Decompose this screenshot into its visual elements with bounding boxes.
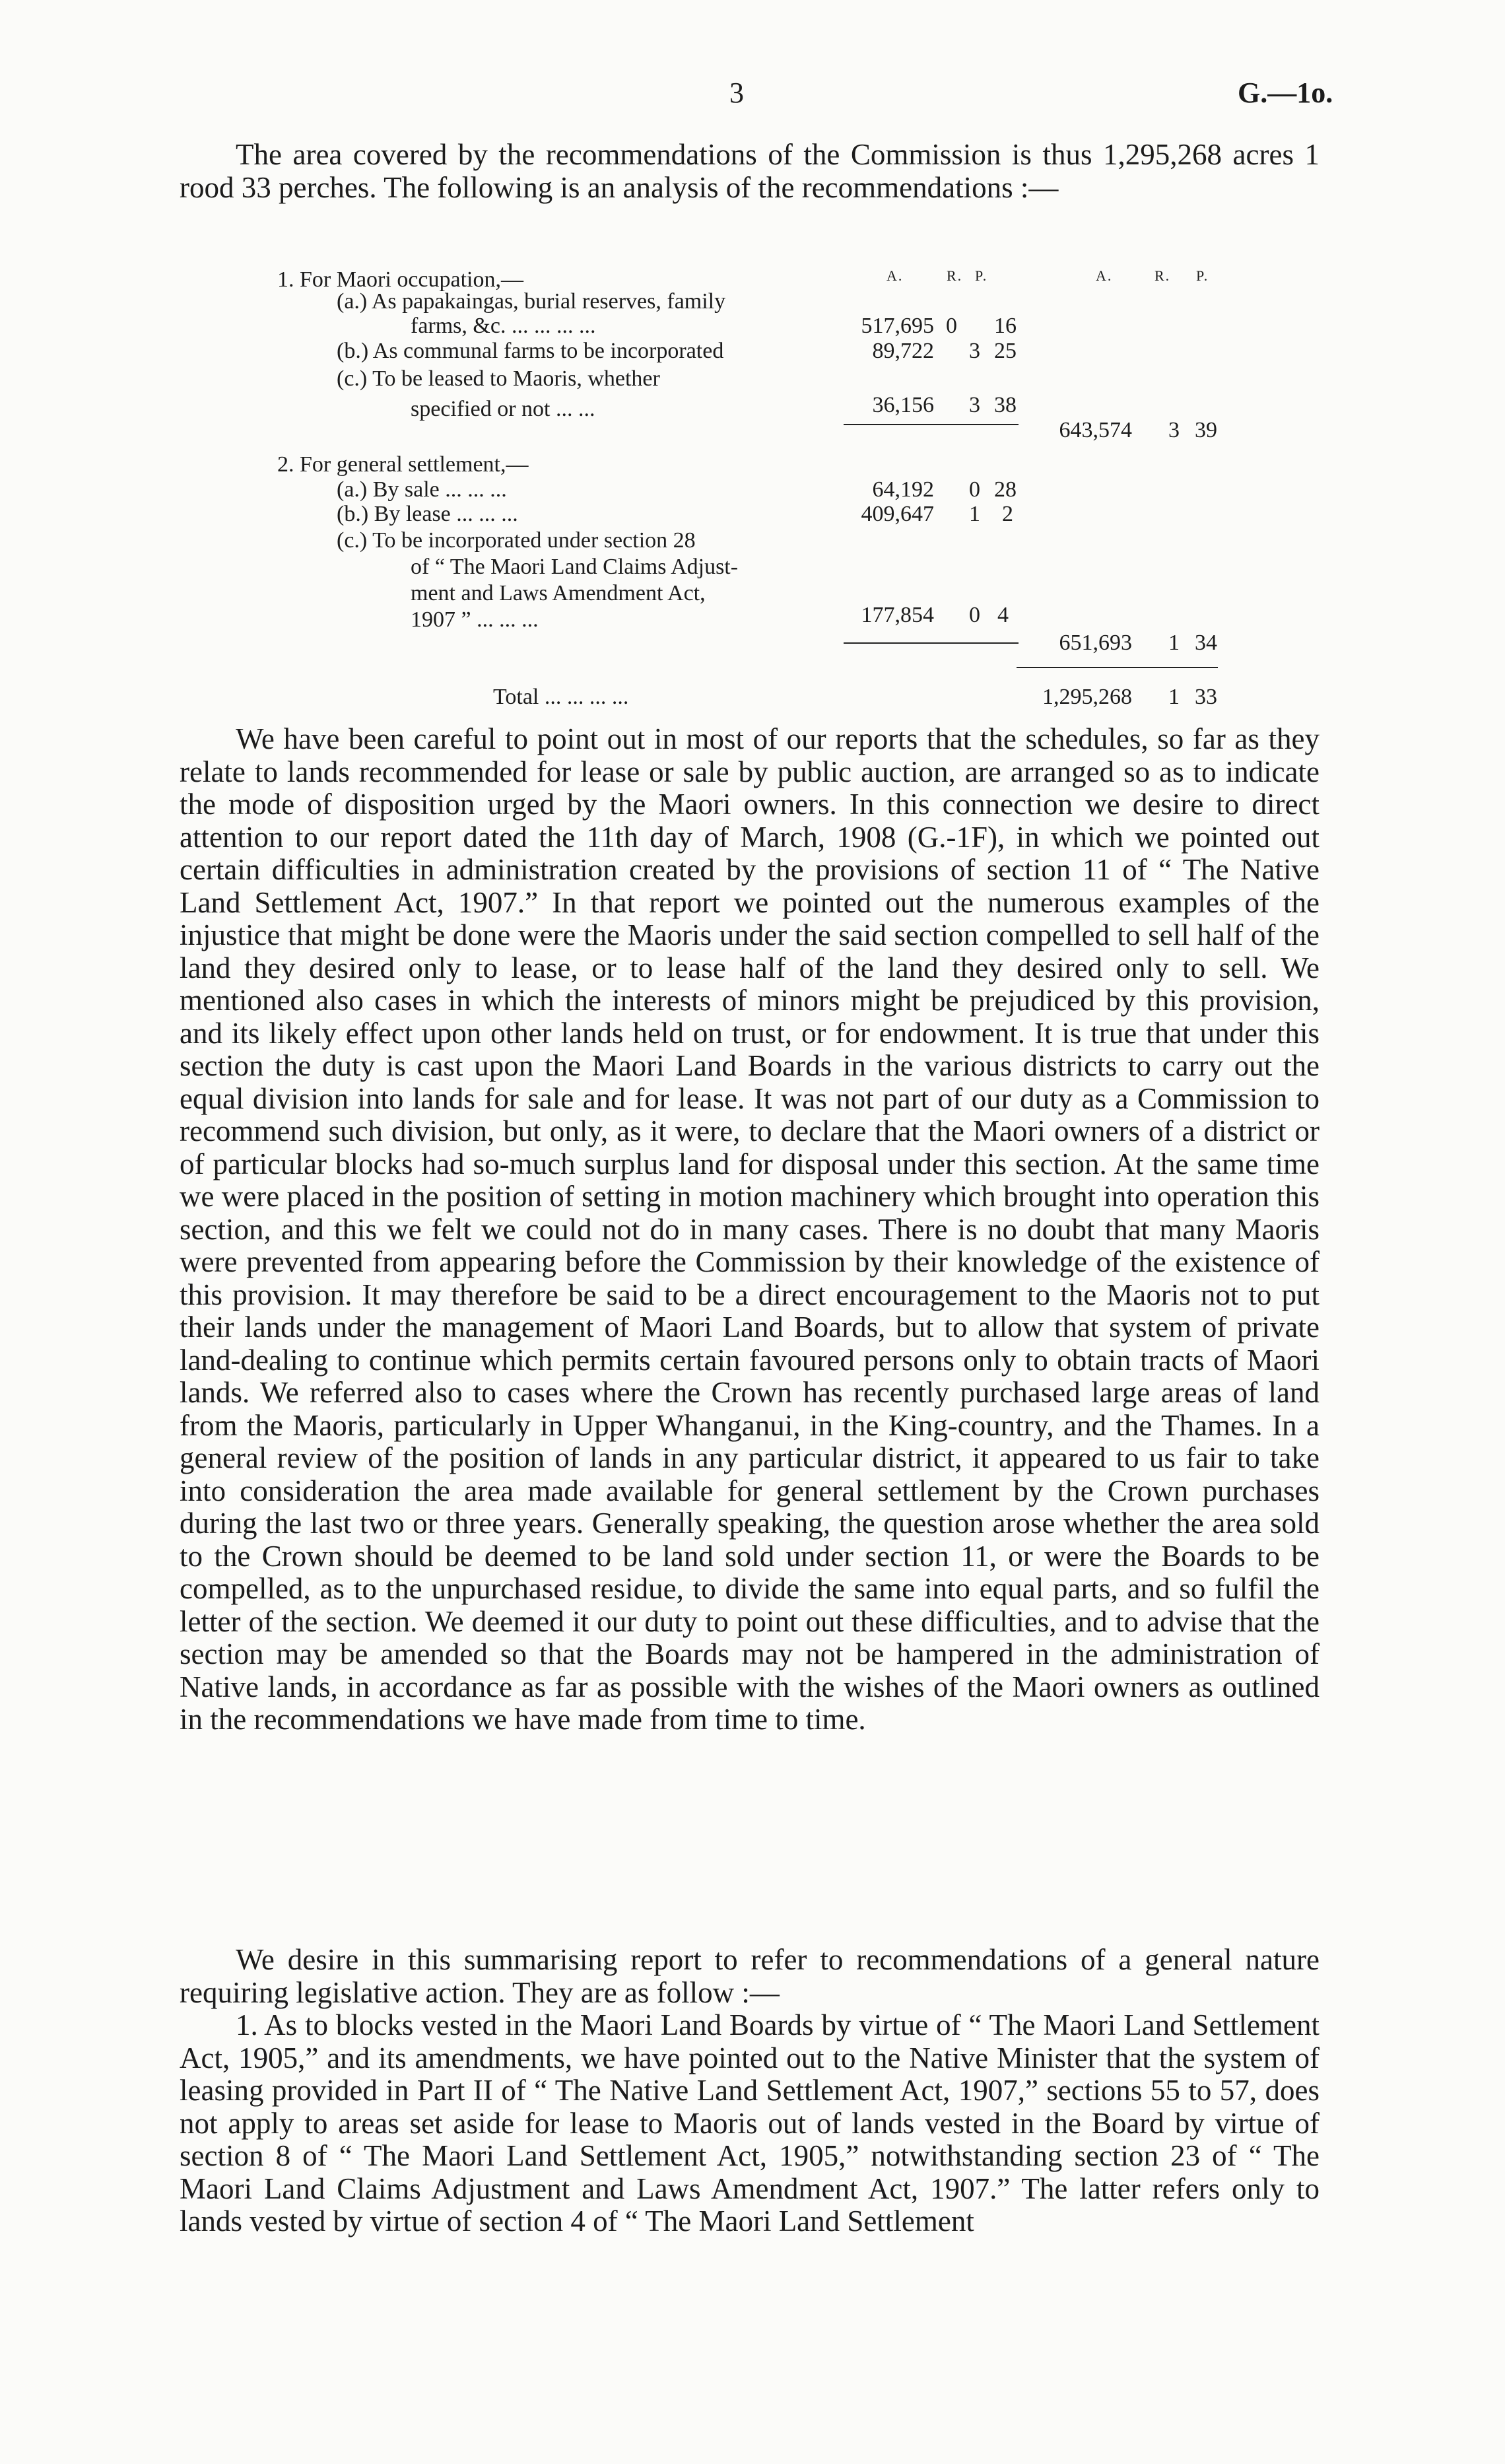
group1-a-acres: 517,695 (861, 314, 934, 338)
col-header-roods-total: R. (1154, 267, 1171, 284)
group1-c-line2: specified or not ... ... (411, 397, 595, 421)
body-paragraph-3: 1. As to blocks vested in the Maori Land Boards by virtue of “ The Maori Land Settlement Act, 1905,” and its amendments, we have pointed out to the Native Minister that the system of leasing provided in Part II of “ The Native Land Settlement Act, 1907,” sections 55 to 57, does not apply to areas set aside for lease to Maoris out of lands vested in the Board by virtue of section 8 of “ The Maori Land Settlement Act, 1905,” notwithstanding section 23 of “ The Maori Land Claims Adjustment and Laws Amendment Act, 1907.” The latter refers only to lands vested by virtue of section 4 of “ The Maori Land Settlement (180, 2008, 1320, 2238)
group1-subtotal-perches: 39 (1195, 418, 1217, 442)
body-paragraph-1: We have been careful to point out in most of our reports that the schedules, so far as they relate to lands recommended for lease or sale by public auction, are arranged so as to indicate the mode of disposition urged by the Maori owners. In this connection we desire to direct attention to our report dated the 11th day of March, 1908 (G.-1F), in which we pointed out certain difficulties in administration created by the provisions of section 11 of “ The Native Land Settlement Act, 1907.” In that report we pointed out the numerous examples of the injustice that might be done were the Maoris under the said section compelled to sell half of the land they desired only to lease, or to lease half of the land they desired only to sell. We mentioned also cases in which the interests of minors might be prejudiced by this provision, and its likely effect upon other lands held on trust, or for endowment. It is true that under this section the duty is cast upon the Maori Land Boards in the various districts to carry out the equal division into lands for sale and for lease. It was not part of our duty as a Commission to recommend such division, but only, as it were, to declare that the Maori owners of a district or of particular blocks had so-much surplus land for disposal under this section. At the same time we were placed in the position of setting in motion machinery which brought into operation this section, and this we felt we could not do in many cases. There is no doubt that many Maoris were prevented from appearing before the Commission by their knowledge of the existence of this provision. It may therefore be said to be a direct encouragement to the Maoris not to put their lands under the management of Maori Land Boards, but to allow that system of private land-dealing to continue which permits certain favoured persons only to obtain tracts of Maori lands. We referred also to cases where the Crown has recently purchased large areas of land from the Maoris, particularly in Upper Whanganui, in the King-country, and the Thames. In a general review of the position of lands in any particular district, it appeared to us fair to take into consideration the area made available for general settlement by the Crown purchases during the last two or three years. Generally speaking, the question arose whether the area sold to the Crown should be deemed to be land sold under section 11, or were the Boards to be compelled, as to the unpurchased residue, to divide the same into equal parts, and so fulfil the letter of the section. We deemed it our duty to point out these difficulties, and to advise that the section may be amended so that the Boards may not be hampered in the administration of Native lands, in accordance as far as possible with the wishes of the Maori owners as outlined in the recommendations we have made from time to time. (180, 722, 1320, 1736)
col-header-perches-total: P. (1196, 267, 1209, 284)
total-roods: 1 (1168, 685, 1180, 709)
group1-c-acres: 36,156 (872, 393, 934, 417)
total-perches: 33 (1195, 685, 1217, 709)
group2-c-acres: 177,854 (861, 603, 934, 627)
group1-c-line1: (c.) To be leased to Maoris, whether (337, 366, 660, 391)
group1-b-perches: 25 (994, 339, 1017, 363)
group1-c-roods: 3 (969, 393, 980, 417)
group2-subtotal-perches: 34 (1195, 631, 1217, 655)
group2-c-perches: 4 (997, 603, 1009, 627)
group2-b-perches: 2 (1002, 502, 1013, 526)
group1-a-line1: (a.) As papakaingas, burial reserves, family (337, 289, 726, 314)
group2-c-line1: (c.) To be incorporated under section 28 (337, 528, 696, 553)
total-rule (1017, 667, 1218, 668)
page-number: 3 (729, 77, 744, 109)
group2-c-roods: 0 (969, 603, 980, 627)
group1-b-roods: 3 (969, 339, 980, 363)
total-acres: 1,295,268 (1042, 685, 1132, 709)
group2-a-roods: 0 (969, 477, 980, 502)
group2-b-acres: 409,647 (861, 502, 934, 526)
group1-b-label: (b.) As communal farms to be incorporated (337, 339, 724, 363)
group2-c-line2: of “ The Maori Land Claims Adjust- (411, 555, 739, 579)
col-header-roods: R. (947, 267, 963, 284)
group2-b-label: (b.) By lease ... ... ... (337, 502, 518, 526)
group1-a-perches: 16 (994, 314, 1017, 338)
group2-a-acres: 64,192 (872, 477, 934, 502)
col-header-perches: P. (975, 267, 988, 284)
group2-title: 2. For general settlement,— (277, 452, 529, 477)
body-paragraph-2: We desire in this summarising report to refer to recommendations of a general nature requiring legislative action. They are as follow :— (180, 1943, 1320, 2009)
col-header-acres-total: A. (1096, 267, 1113, 284)
group1-c-perches: 38 (994, 393, 1017, 417)
group2-subtotal-acres: 651,693 (1059, 631, 1132, 655)
group2-c-line3: ment and Laws Amendment Act, (411, 581, 706, 605)
group1-subtotal-roods: 3 (1168, 418, 1180, 442)
total-label: Total ... ... ... ... (493, 685, 629, 709)
group2-c-line4: 1907 ” ... ... ... (411, 607, 539, 632)
page-header (0, 76, 1505, 116)
group1-subtotal-acres: 643,574 (1059, 418, 1132, 442)
group1-title: 1. For Maori occupation,— (277, 267, 523, 292)
document-reference: G.—1o. (1238, 77, 1333, 109)
group1-sum-rule (844, 424, 1019, 425)
recommendations-schedule (0, 267, 1505, 716)
group2-a-perches: 28 (994, 477, 1017, 502)
group2-subtotal-roods: 1 (1168, 631, 1180, 655)
group1-a-roods: 0 (946, 314, 957, 338)
group2-a-label: (a.) By sale ... ... ... (337, 477, 507, 502)
group2-b-roods: 1 (969, 502, 980, 526)
group1-b-acres: 89,722 (872, 339, 934, 363)
col-header-acres: A. (886, 267, 904, 284)
intro-paragraph: The area covered by the recommendations of the Commission is thus 1,295,268 acres 1 rood 33 perches. The following is an analysis of the recommendations :— (180, 138, 1320, 204)
group1-a-line2: farms, &c. ... ... ... ... (411, 314, 596, 338)
group2-sum-rule (844, 642, 1019, 644)
